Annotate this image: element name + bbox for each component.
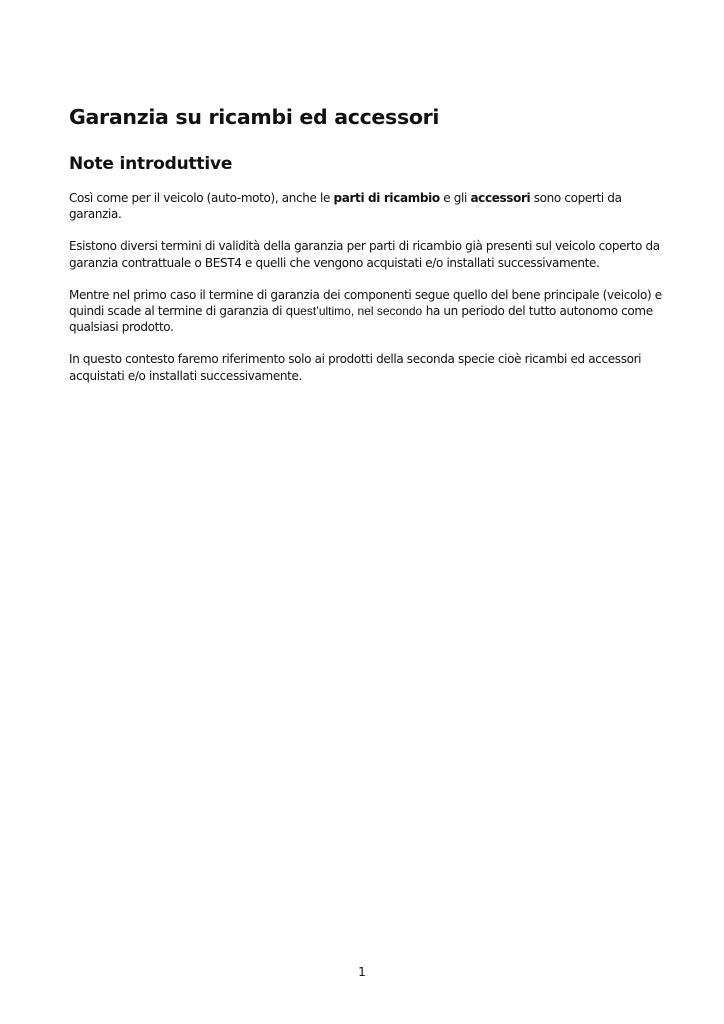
paragraph-terms-text-alt: est’ultimo, nel secondo (300, 304, 423, 319)
paragraph-context: In questo contesto faremo riferimento solo ai prodotti della seconda specie cioè ricambi ed accessori acquistati e/o installati successivamente. (69, 352, 642, 383)
paragraph-intro-text-1: Così come per il veicolo (auto-moto), anche le (69, 191, 334, 205)
paragraph-intro-text-3: sono coperti da garanzia. (69, 191, 622, 222)
bold-term-spare-parts: parti di ricambio (333, 191, 440, 205)
paragraph-validity: Esistono diversi termini di validità della garanzia per parti di ricambio già presenti sul veicolo coperto da garanzia contrattuale o BEST4 e quelli che vengono acquistati e/o installati successivamente. (69, 239, 660, 270)
paragraph-terms-text-1: Mentre nel primo caso il termine di garanzia dei componenti segue quello del bene principale (veicolo) e quindi scade al termine di garanzia di qu (69, 287, 662, 319)
page-number: 1 (358, 965, 366, 979)
paragraph-intro (69, 190, 669, 222)
paragraph-intro-text-2: e gli (439, 191, 471, 205)
document-title: Garanzia su ricambi ed accessori (69, 105, 440, 129)
bold-term-accessories: accessori (470, 191, 531, 205)
document-body (69, 103, 669, 384)
section-heading: Note introduttive (69, 154, 233, 174)
paragraph-terms (69, 287, 669, 336)
paragraph-terms-text-2: ha un periodo del tutto autonomo come qualsiasi prodotto. (69, 304, 653, 335)
